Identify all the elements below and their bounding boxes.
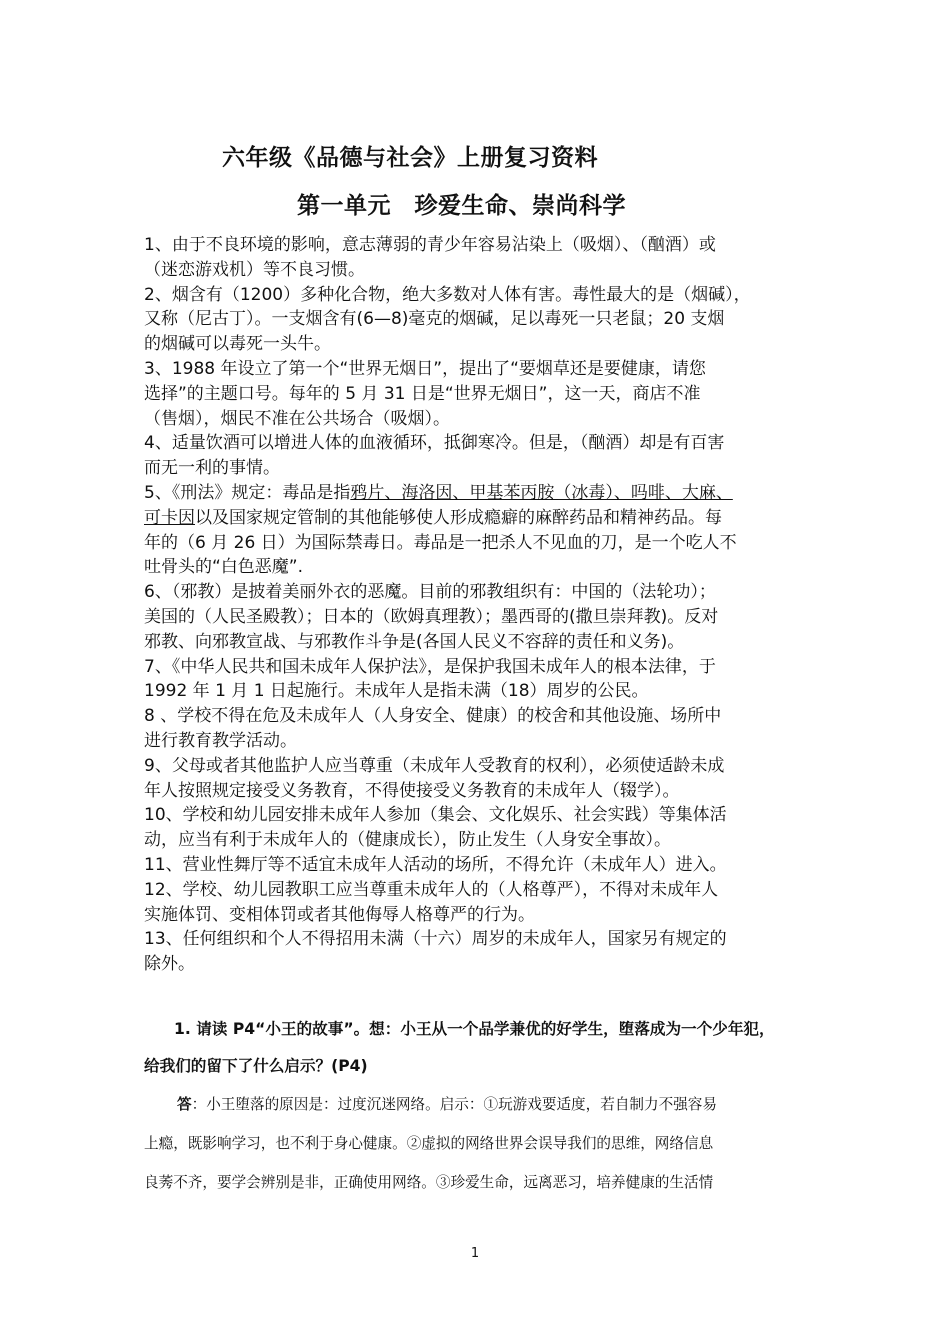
document-title: 六年级《品德与社会》上册复习资料: [222, 145, 598, 171]
item-5-text: 5、《刑法》规定：毒品是指: [144, 482, 351, 503]
item-8-line-1: 8 、学校不得在危及未成年人（人身安全、健康）的校舍和其他设施、场所中: [144, 706, 722, 727]
item-9-line-1: 9、父母或者其他监护人应当尊重（未成年人受教育的权利），必须使适龄未成: [144, 755, 725, 776]
page-number: 1: [470, 1246, 480, 1261]
item-3-line-3: （售烟），烟民不准在公共场合（吸烟）。: [144, 408, 450, 429]
item-6-line-1: 6、（邪教）是披着美丽外衣的恶魔。目前的邪教组织有：中国的（法轮功）；: [144, 582, 716, 603]
answer-label: 答: [177, 1096, 192, 1113]
drug-list-underlined-cont: 可卡因: [144, 507, 195, 528]
question-line-2: 给我们的留下了什么启示？(P4): [144, 1057, 368, 1075]
item-3-line-1: 3、1988 年设立了第一个“世界无烟日”，提出了“要烟草还是要健康，请您: [144, 358, 706, 379]
item-4-line-1: 4、适量饮酒可以增进人体的血液循环，抵御寒冷。但是，（酗酒）却是有百害: [144, 433, 725, 454]
item-11-line-1: 11、营业性舞厅等不适宜未成年人活动的场所，不得允许（未成年人）进入。: [144, 854, 727, 875]
drug-list-underlined: 鸦片、海洛因、甲基苯丙胺（冰毒）、吗啡、大麻、: [350, 482, 733, 503]
item-12-line-1: 12、学校、幼儿园教职工应当尊重未成年人的（人格尊严），不得对未成年人: [144, 879, 719, 900]
review-items: [144, 233, 820, 977]
item-5-line-3: 年的（6 月 26 日）为国际禁毒日。毒品是一把杀人不见血的刀，是一个吃人不: [144, 532, 737, 553]
item-3-line-2: 选择”的主题口号。每年的 5 月 31 日是“世界无烟日”，这一天，商店不准: [144, 383, 701, 404]
item-7-line-2: 1992 年 1 月 1 日起施行。未成年人是指未满（18）周岁的公民。: [144, 681, 649, 702]
answer-text: ：小王堕落的原因是：过度沉迷网络。启示：①玩游戏要适度，若自制力不强容易: [191, 1096, 717, 1113]
item-5-line-4: 吐骨头的“白色恶魔”.: [144, 557, 304, 578]
unit-title: 第一单元 珍爱生命、崇尚科学: [297, 193, 626, 219]
item-1-line-1: 1、由于不良环境的影响，意志薄弱的青少年容易沾染上（吸烟）、（酗酒）或: [144, 235, 716, 255]
item-7-line-1: 7、《中华人民共和国未成年人保护法》，是保护我国未成年人的根本法律，于: [144, 656, 716, 677]
item-10-line-2: 动，应当有利于未成年人的（健康成长），防止发生（人身安全事故）。: [144, 830, 671, 851]
item-9-line-2: 年人按照规定接受义务教育，不得使接受义务教育的未成年人（辍学）。: [144, 780, 680, 801]
item-13-line-2: 除外。: [144, 954, 195, 975]
item-5-line-2: [144, 506, 820, 531]
item-1-line-2: （迷恋游戏机）等不良习惯。: [144, 259, 365, 280]
answer-line-2: 上瘾，既影响学习，也不利于身心健康。②虚拟的网络世界会误导我们的思维，网络信息: [144, 1135, 714, 1152]
question-line-1: 1. 请读 P4“小王的故事”。想：小王从一个品学兼优的好学生，堕落成为一个少年犯，: [174, 1020, 775, 1038]
answer-line-1: [144, 1085, 824, 1124]
item-10-line-1: 10、学校和幼儿园安排未成年人参加（集会、文化娱乐、社会实践）等集体活: [144, 805, 727, 826]
answer-line-3: 良莠不齐，要学会辨别是非，正确使用网络。③珍爱生命，远离恶习，培养健康的生活情: [144, 1174, 714, 1191]
item-6-line-2: 美国的（人民圣殿教）；日本的（欧姆真理教）；墨西哥的(撒旦崇拜教)。反对: [144, 606, 719, 627]
item-5-line-1: [144, 481, 820, 506]
item-2-line-3: 的烟碱可以毒死一头牛。: [144, 334, 331, 355]
item-4-line-2: 而无一利的事情。: [144, 458, 280, 479]
item-2-line-1: 2、烟含有（1200）多种化合物，绝大多数对人体有害。毒性最大的是（烟碱），: [144, 284, 751, 305]
item-5-text-cont: 以及国家规定管制的其他能够使人形成瘾癖的麻醉药品和精神药品。每: [195, 507, 722, 528]
item-6-line-3: 邪教、向邪教宣战、与邪教作斗争是(各国人民义不容辞的责任和义务)。: [144, 631, 685, 652]
item-13-line-1: 13、任何组织和个人不得招用未满（十六）周岁的未成年人，国家另有规定的: [144, 929, 727, 950]
item-12-line-2: 实施体罚、变相体罚或者其他侮辱人格尊严的行为。: [144, 904, 535, 925]
question-section: [144, 1011, 824, 1202]
item-2-line-2: 又称（尼古丁）。一支烟含有(6—8)毫克的烟碱，足以毒死一只老鼠；20 支烟: [144, 309, 725, 330]
item-8-line-2: 进行教育教学活动。: [144, 730, 297, 751]
